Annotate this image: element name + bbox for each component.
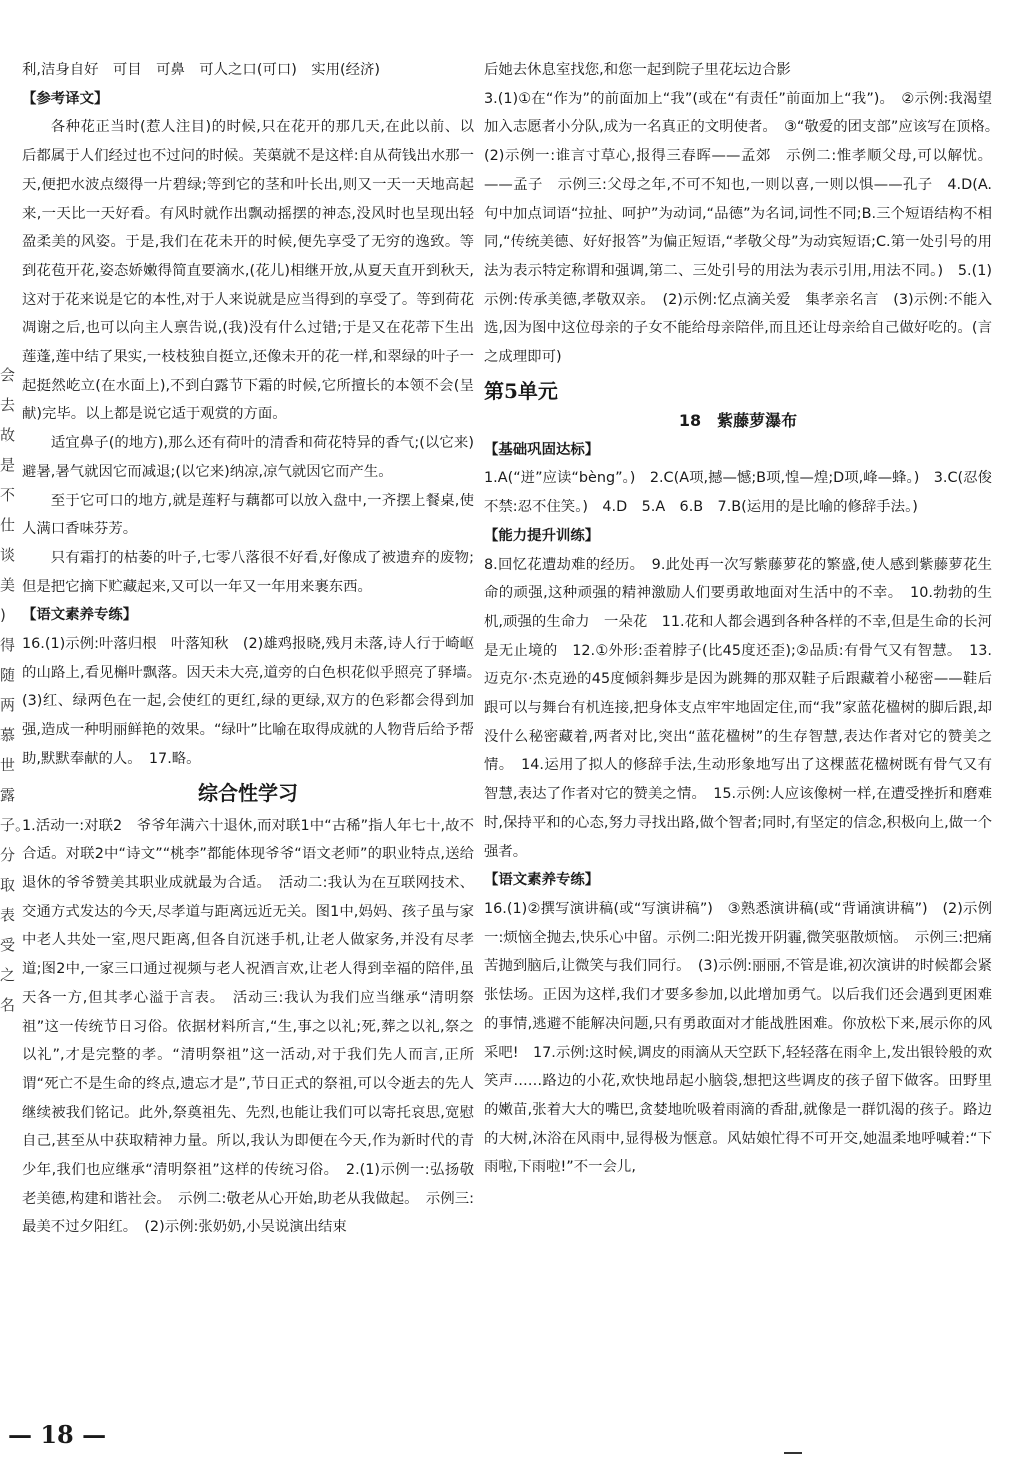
lesson-title: 18 紫藤萝瀑布 bbox=[678, 410, 798, 430]
margin-char: 是 bbox=[0, 456, 16, 474]
ability-training-tag: 【能力提升训练】 bbox=[484, 527, 600, 544]
margin-char: 慕 bbox=[0, 726, 16, 744]
question-3-5-answers: 3.(1)①在“作为”的前面加上“我”(或在“有责任”前面加上“我”)。 ②示例:我渴望加入志愿者小分队,成为一名真正的文明使者。 ③“敬爱的团支部”应该写在顶格。 (2)示例一:谁言寸草心,报得三春晖——孟郊 示例二:惟孝顺父母,可以解忧。——孟子 示例三:父母之年,不可不知也,一则以喜,一则以惧——孔子 4.D(A.句中加点词语“拉扯、呵护”为动词,“品德”为名词,词性不同;B.三个短语结构不相同,“传统美德、好好报答”为偏正短语,“孝敬父母”为动宾短语;C.第一处引号的用法为表示特定称谓和强调,第二、三处引号的用法为表示引用,用法不同。) 5.(1)示例:传承美德,孝敬双亲。 (2)示例:忆点滴关爱 集孝亲名言 (3)示例:不能入选,因为图中这位母亲的子女不能给母亲陪伴,而且还让母亲给自己做好吃的。(言之成理即可) bbox=[484, 90, 1007, 366]
margin-char: 随 bbox=[0, 666, 16, 684]
margin-char: 得 bbox=[0, 636, 16, 654]
basic-consolidation-tag: 【基础巩固达标】 bbox=[484, 441, 600, 458]
right-column bbox=[484, 56, 1007, 1435]
ability-answers: 8.回忆花遭劫难的经历。 9.此处再一次写紫藤萝花的繁盛,使人感到紫藤萝花生命的顽强,这种顽强的精神激励人们要勇敢地面对生活中的不幸。 10.勃勃的生机,顽强的生命力 一朵花 11.花和人都会遇到各种各样的不幸,但是生命的长河是无止境的 12.①外形:歪着脖子(比45度还歪);②品质:有骨气又有智慧。 13.迈克尔·杰克逊的45度倾斜舞步是因为跳舞的那双鞋子后跟藏着小秘密——鞋后跟可以与舞台有机连接,把身体支点牢牢地固定住,而“我”家蓝花楹树的脚后跟,却没什么秘密藏着,两者对比,突出“蓝花楹树”的生存智慧,表达作者对它的赞美之情。 14.运用了拟人的修辞手法,生动形象地写出了这棵蓝花楹树既有骨气又有智慧,表达了作者对它的赞美之情。 15.示例:人应该像树一样,在遭受挫折和磨难时,保持平和的心态,努力寻找出路,做个智者;同时,有坚定的信念,积极向上,做一个强者。 bbox=[484, 556, 992, 860]
margin-char: 子。 bbox=[0, 816, 31, 834]
margin-char: 露 bbox=[0, 786, 16, 804]
margin-char: 两 bbox=[0, 696, 16, 714]
left-column bbox=[22, 56, 489, 1435]
margin-char: 会 bbox=[0, 366, 16, 384]
margin-char: 分 bbox=[0, 846, 16, 864]
question-16-17-answers: 16.(1)示例:叶落归根 叶落知秋 (2)雄鸡报晓,残月未落,诗人行于崎岖的山路上,看见槲叶飘落。因天未大亮,道旁的白色枳花似乎照亮了驿墙。 (3)红、绿两色在一起,会使红的更红,绿的更绿,双方的色彩都会得到加强,造成一种明丽鲜艳的效果。“绿叶”比喻在取得成就的人物背后给予帮助,默默奉献的人。 17.略。 bbox=[22, 636, 489, 767]
margin-char: 故 bbox=[0, 426, 16, 444]
translation-paragraph: 适宜鼻子(的地方),那么还有荷叶的清香和荷花特异的香气;(以它来)避暑,暑气就因它而减退;(以它来)纳凉,凉气就因它而产生。 bbox=[22, 435, 474, 480]
reference-translation-tag: 【参考译文】 bbox=[22, 90, 109, 107]
margin-char: 仕 bbox=[0, 516, 16, 534]
footer-dash bbox=[784, 1452, 802, 1454]
translation-paragraph: 各种花正当时(惹人注目)的时候,只在花开的那几天,在此以前、以后都属于人们经过也不过问的时候。芙蕖就不是这样:自从荷钱出水那一天,便把水波点缀得一片碧绿;等到它的茎和叶长出,则又一天一天地高起来,一天比一天好看。有风时就作出飘动摇摆的神态,没风时也呈现出轻盈柔美的风姿。于是,我们在花未开的时候,便先享受了无穷的逸致。等到花苞开花,姿态娇嫩得简直要滴水,(花儿)相继开放,从夏天直开到秋天,这对于花来说是它的本性,对于人来说就是应当得到的享受了。等到荷花凋谢之后,也可以向主人禀告说,(我)没有什么过错;于是又在花蒂下生出莲蓬,莲中结了果实,一枝枝独自挺立,还像未开的花一样,和翠绿的叶子一起挺然屹立(在水面上),不到白露节下霜的时候,它所擅长的本领不会(呈献)完毕。以上都是说它适于观赏的方面。 bbox=[22, 119, 474, 423]
margin-char: 表 bbox=[0, 906, 16, 924]
page-number: — 18 — bbox=[8, 1420, 107, 1449]
left-margin-strip bbox=[0, 360, 31, 1020]
margin-char: 世 bbox=[0, 756, 16, 774]
margin-char: 美 bbox=[0, 576, 16, 594]
margin-char: 名 bbox=[0, 996, 16, 1014]
right-top-line: 后她去休息室找您,和您一起到院子里花坛边合影 bbox=[484, 62, 791, 78]
left-top-line: 利,洁身自好 可目 可鼻 可人之口(可口) 实用(经济) bbox=[22, 62, 381, 78]
margin-char: 取 bbox=[0, 876, 16, 894]
margin-char: 谈 bbox=[0, 546, 16, 564]
basic-answers: 1.A(“迸”应读“bèng”。) 2.C(A项,撼—憾;B项,惶—煌;D项,峰—蜂。) 3.C(忍俊不禁:忍不住笑。) 4.D 5.A 6.B 7.B(运用的是比喻的修辞手法。) bbox=[484, 470, 992, 516]
unit-title: 第5单元 bbox=[484, 378, 558, 403]
margin-char: 去 bbox=[0, 396, 16, 414]
page-number-value: 18 bbox=[40, 1420, 74, 1449]
question-16-17-answers: 16.(1)②撰写演讲稿(或“写演讲稿”) ③熟悉演讲稿(或“背诵演讲稿”) (2)示例一:烦恼全抛去,快乐心中留。示例二:阳光拨开阴霾,微笑驱散烦恼。 示例三:把痛苦抛到脑后,让微笑与我们同行。 (3)示例:丽丽,不管是谁,初次演讲的时候都会紧张怯场。正因为这样,我们才要多参加,以此增加勇气。以后我们还会遇到更困难的事情,逃避不能解决问题,只有勇敢面对才能战胜困难。你放松下来,展示你的风采吧! 17.示例:这时候,调皮的雨滴从天空跃下,轻轻落在雨伞上,发出银铃般的欢笑声……路边的小花,欢快地昂起小脑袋,想把这些调皮的孩子留下做客。田野里的嫩苗,张着大大的嘴巴,贪婪地吮吸着雨滴的香甜,就像是一群饥渴的孩子。路边的大树,沐浴在风雨中,显得极为惬意。风姑娘忙得不可开交,她温柔地呼喊着:“下雨啦,下雨啦!”不一会儿, bbox=[484, 900, 992, 1176]
literacy-practice-tag: 【语文素养专练】 bbox=[484, 872, 600, 889]
literacy-practice-tag: 【语文素养专练】 bbox=[22, 607, 138, 624]
translation-paragraph: 只有霜打的枯萎的叶子,七零八落很不好看,好像成了被遗弃的废物;但是把它摘下贮藏起来,又可以一年又一年用来裹东西。 bbox=[22, 549, 474, 595]
margin-char: 不 bbox=[0, 486, 16, 504]
margin-char: 之 bbox=[0, 966, 16, 984]
translation-paragraph: 至于它可口的地方,就是莲籽与藕都可以放入盘中,一齐摆上餐桌,使人满口香味芬芳。 bbox=[22, 492, 474, 538]
section-title: 综合性学习 bbox=[198, 780, 298, 805]
margin-char: ) bbox=[0, 606, 6, 624]
comprehensive-learning-answers: 1.活动一:对联2 爷爷年满六十退休,而对联1中“古稀”指人年七十,故不合适。对联2中“诗文”“桃李”都能体现爷爷“语文老师”的职业特点,送给退休的爷爷赞美其职业成就最为合适。 活动二:我认为在互联网技术、交通方式发达的今天,尽孝道与距离远近无关。图1中,妈妈、孩子虽与家中老人共处一室,咫尺距离,但各自沉迷手机,让老人做家务,并没有尽孝道;图2中,一家三口通过视频与老人祝酒言欢,让老人得到幸福的陪伴,虽天各一方,但其孝心溢于言表。 活动三:我认为我们应当继承“清明祭祖”这一传统节日习俗。依据材料所言,“生,事之以礼;死,葬之以礼,祭之以礼”,才是完整的孝。“清明祭祖”这一活动,对于我们先人而言,正所谓“死亡不是生命的终点,遗忘才是”,节日正式的祭祖,可以令逝去的先人继续被我们铭记。此外,祭奠祖先、先烈,也能让我们可以寄托哀思,宽慰自己,甚至从中获取精神力量。所以,我认为即便在今天,作为新时代的青少年,我们也应继承“清明祭祖”这样的传统习俗。 2.(1)示例一:弘扬敬老美德,构建和谐社会。 示例二:敬老从心开始,助老从我做起。 示例三:最美不过夕阳红。 (2)示例:张奶奶,小吴说演出结束 bbox=[22, 817, 474, 1236]
margin-char: 受 bbox=[0, 936, 16, 954]
